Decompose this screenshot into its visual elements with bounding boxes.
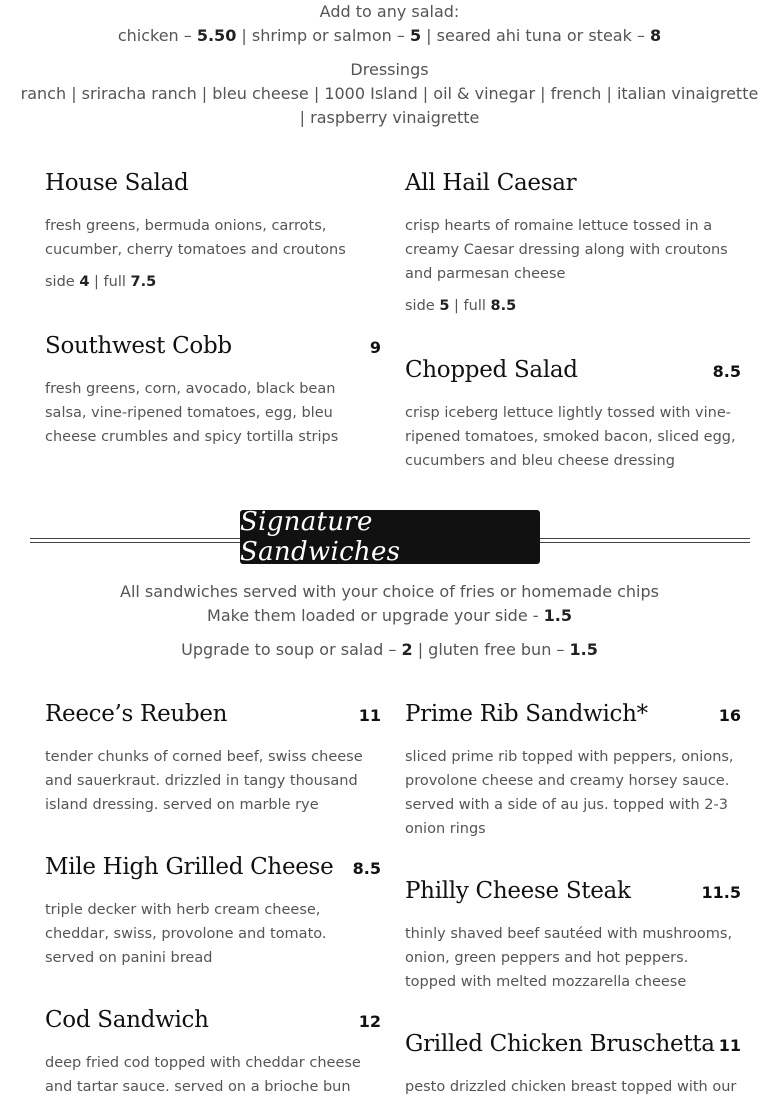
item-description: tender chunks of corned beef, swiss cheese and sauerkraut. drizzled in tangy thousand island dressing. served on marble rye xyxy=(45,749,363,813)
item-header xyxy=(45,854,381,884)
menu-item-house-salad xyxy=(45,170,377,292)
item-header xyxy=(45,170,377,200)
item-description: thinly shaved beef sautéed with mushrooms, onion, green peppers and hot peppers. topped with melted mozzarella cheese xyxy=(405,926,733,990)
item-name: Southwest Cobb xyxy=(45,333,232,359)
note-label: Upgrade to soup or salad – xyxy=(181,640,402,659)
menu-item-southwest-cobb xyxy=(45,333,381,449)
sandwich-note-3 xyxy=(0,638,779,662)
item-header xyxy=(45,1007,381,1037)
menu-item-chopped-salad xyxy=(405,357,741,473)
menu-item-caesar xyxy=(405,170,737,316)
section-title: Signature Sandwiches xyxy=(240,507,401,567)
section-title-box xyxy=(240,507,540,567)
addon-tuna-price: 8 xyxy=(650,26,662,45)
side-price: 4 xyxy=(79,274,90,290)
dressings-line-1: ranch | sriracha ranch | bleu cheese | 1000 Island | oil & vinegar | french | italian vinaigrette xyxy=(20,84,759,103)
item-price: 11 xyxy=(358,706,381,725)
dressings xyxy=(0,58,779,130)
item-header xyxy=(405,878,741,908)
item-name: Cod Sandwich xyxy=(45,1007,209,1033)
item-name: Prime Rib Sandwich* xyxy=(405,701,648,727)
note-price: 2 xyxy=(401,640,413,659)
item-sizes xyxy=(405,296,737,316)
item-header xyxy=(45,701,381,731)
item-name: House Salad xyxy=(45,170,189,196)
item-price: 12 xyxy=(358,1012,381,1031)
item-description: pesto drizzled chicken breast topped with our xyxy=(405,1079,737,1095)
addons-heading: Add to any salad: xyxy=(319,2,460,21)
item-price: 8.5 xyxy=(352,859,381,878)
note-label: Make them loaded or upgrade your side - xyxy=(207,606,544,625)
note-price: 1.5 xyxy=(543,606,572,625)
item-description: fresh greens, corn, avocado, black bean salsa, vine-ripened tomatoes, egg, bleu cheese crumbles and spicy tortilla strips xyxy=(45,381,339,445)
item-name: Reece’s Reuben xyxy=(45,701,228,727)
item-price: 11 xyxy=(718,1036,741,1055)
item-description: crisp iceberg lettuce lightly tossed with vine-ripened tomatoes, smoked bacon, sliced egg, cucumbers and bleu cheese dressing xyxy=(405,405,736,469)
addon-shrimp-label: | shrimp or salmon – xyxy=(236,26,410,45)
item-description: crisp hearts of romaine lettuce tossed in a creamy Caesar dressing along with croutons and parmesan cheese xyxy=(405,218,728,282)
item-name: Chopped Salad xyxy=(405,357,578,383)
side-label: side xyxy=(45,274,80,290)
menu-item-philly xyxy=(405,878,741,994)
note-label: | gluten free bun – xyxy=(412,640,570,659)
item-name: Grilled Chicken Bruschetta xyxy=(405,1031,715,1057)
item-description: sliced prime rib topped with peppers, onions, provolone cheese and creamy horsey sauce. served with a side of au jus. topped with 2-3 onion rings xyxy=(405,749,734,837)
menu-item-reuben xyxy=(45,701,381,817)
menu-item-prime-rib xyxy=(405,701,741,841)
section-banner xyxy=(30,507,750,567)
salad-addons xyxy=(0,0,779,48)
item-price: 11.5 xyxy=(701,883,741,902)
item-price: 9 xyxy=(369,338,381,357)
item-header xyxy=(405,170,737,200)
full-price: 8.5 xyxy=(490,298,517,314)
item-header xyxy=(405,1031,741,1061)
item-name: Mile High Grilled Cheese xyxy=(45,854,334,880)
side-price: 5 xyxy=(439,298,450,314)
item-header xyxy=(405,701,741,731)
menu-item-grilled-cheese xyxy=(45,854,381,970)
item-header xyxy=(405,357,741,387)
addon-chicken-price: 5.50 xyxy=(196,26,237,45)
dressings-line-2: | raspberry vinaigrette xyxy=(299,108,480,127)
item-price: 16 xyxy=(718,706,741,725)
sandwich-note-1: All sandwiches served with your choice of fries or homemade chips xyxy=(120,582,659,601)
item-description: deep fried cod topped with cheddar cheese and tartar sauce. served on a brioche bun xyxy=(45,1055,361,1095)
item-sizes xyxy=(45,272,377,292)
menu-item-cod xyxy=(45,1007,381,1099)
full-label: | full xyxy=(89,274,131,290)
sandwich-note-2 xyxy=(0,604,779,628)
addons-prices xyxy=(0,24,779,48)
dressings-heading: Dressings xyxy=(350,60,429,79)
item-header xyxy=(45,333,381,363)
full-price: 7.5 xyxy=(130,274,157,290)
item-name: All Hail Caesar xyxy=(405,170,577,196)
item-name: Philly Cheese Steak xyxy=(405,878,631,904)
item-description: fresh greens, bermuda onions, carrots, cucumber, cherry tomatoes and croutons xyxy=(45,218,346,258)
full-label: | full xyxy=(449,298,491,314)
menu-item-bruschetta xyxy=(405,1031,741,1099)
side-label: side xyxy=(405,298,440,314)
note-price: 1.5 xyxy=(569,640,598,659)
addon-shrimp-price: 5 xyxy=(409,26,422,45)
sandwich-notes xyxy=(0,580,779,662)
item-description: triple decker with herb cream cheese, cheddar, swiss, provolone and tomato. served on panini bread xyxy=(45,902,327,966)
item-price: 8.5 xyxy=(712,362,741,381)
addon-tuna-label: | seared ahi tuna or steak – xyxy=(421,26,651,45)
addon-chicken-label: chicken – xyxy=(117,26,197,45)
